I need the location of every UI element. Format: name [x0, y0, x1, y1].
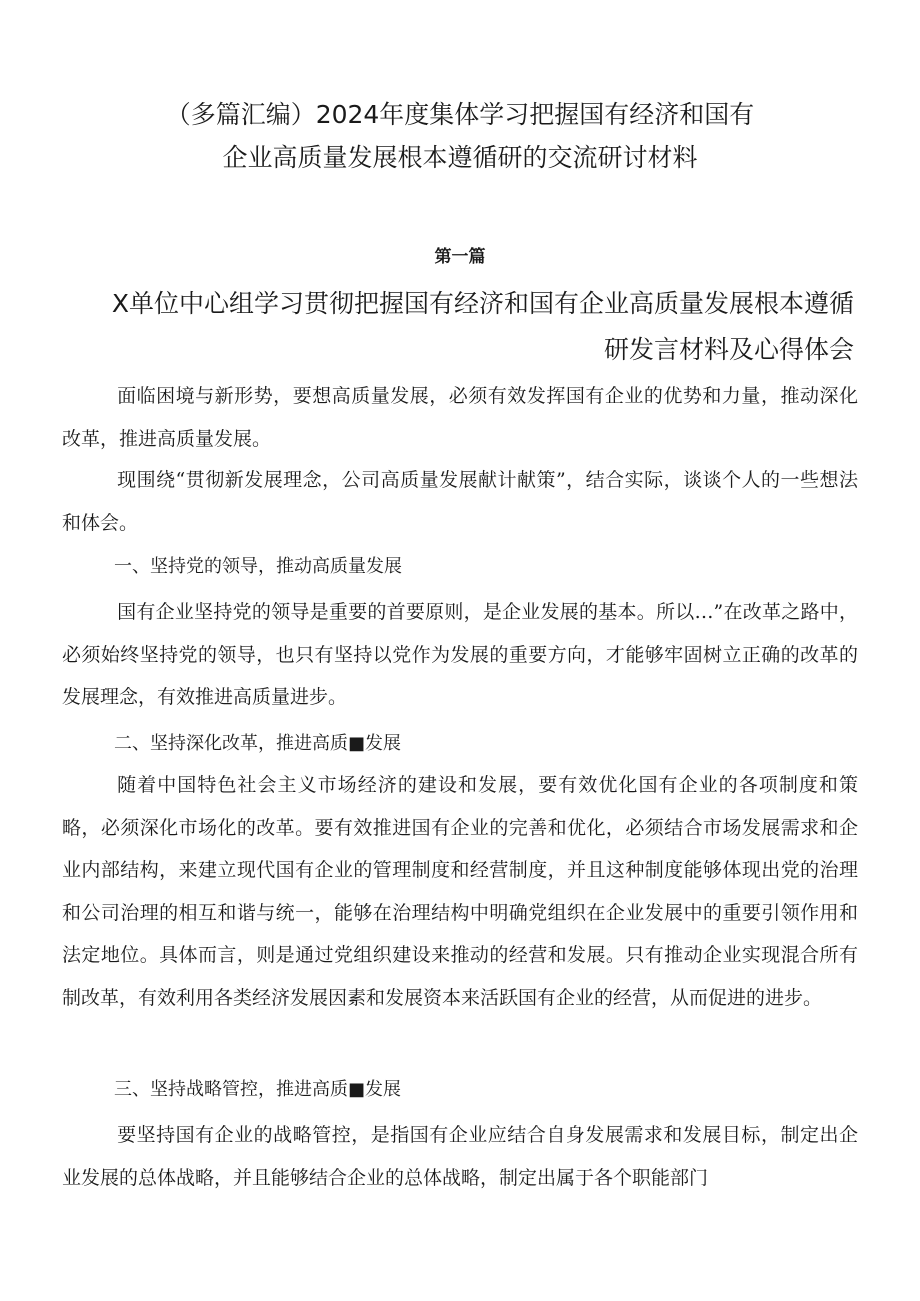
- document-title-line-2: 企业高质量发展根本遵循研的交流研讨材料: [222, 143, 698, 172]
- section-1-heading: 一、坚持党的领导，推动高质量发展: [114, 556, 402, 577]
- intro-paragraph-2: 现围绕“贯彻新发展理念，公司高质量发展献计献策”，结合实际，谈谈个人的一些想法和体会。: [62, 469, 858, 534]
- subtitle-line-1: X单位中心组学习贯彻把握国有经济和国有企业高质量发展根本遵循: [111, 289, 854, 318]
- section-3-heading: 三、坚持战略管控，推进高质■发展: [114, 1079, 402, 1100]
- subtitle-line-2: 研发言材料及心得体会: [603, 335, 854, 364]
- section-2-paragraph: 随着中国特色社会主义市场经济的建设和发展，要有效优化国有企业的各项制度和策略，必须深化市场化的改革。要有效推进国有企业的完善和优化，必须结合市场发展需求和企业内部结构，来建立现代国有企业的管理制度和经营制度，并且这种制度能够体现出党的治理和公司治理的相互和谐与统一，能够在治理结构中明确党组织在企业发展中的重要引领作用和法定地位。具体而言，则是通过党组织建设来推动的经营和发展。只有推动企业实现混合所有制改革，有效利用各类经济发展因素和发展资本来活跃国有企业的经营，从而促进的进步。: [62, 774, 858, 1009]
- intro-paragraph-1: 面临困境与新形势，要想高质量发展，必须有效发挥国有企业的优势和力量，推动深化改革，推进高质量发展。: [62, 385, 858, 450]
- part-label: 第一篇: [434, 247, 486, 267]
- section-1-paragraph: 国有企业坚持党的领导是重要的首要原则，是企业发展的基本。所以…”在改革之路中，必须始终坚持党的领导，也只有坚持以党作为发展的重要方向，才能够牢固树立正确的改革的发展理念，有效推进高质量进步。: [62, 601, 858, 708]
- section-2-heading: 二、坚持深化改革，推进高质■发展: [114, 733, 402, 754]
- document-title-line-1: （多篇汇编）2024年度集体学习把握国有经济和国有: [165, 100, 755, 129]
- section-3-paragraph: 要坚持国有企业的战略管控，是指国有企业应结合自身发展需求和发展目标，制定出企业发展的总体战略，并且能够结合企业的总体战略，制定出属于各个职能部门: [62, 1124, 858, 1189]
